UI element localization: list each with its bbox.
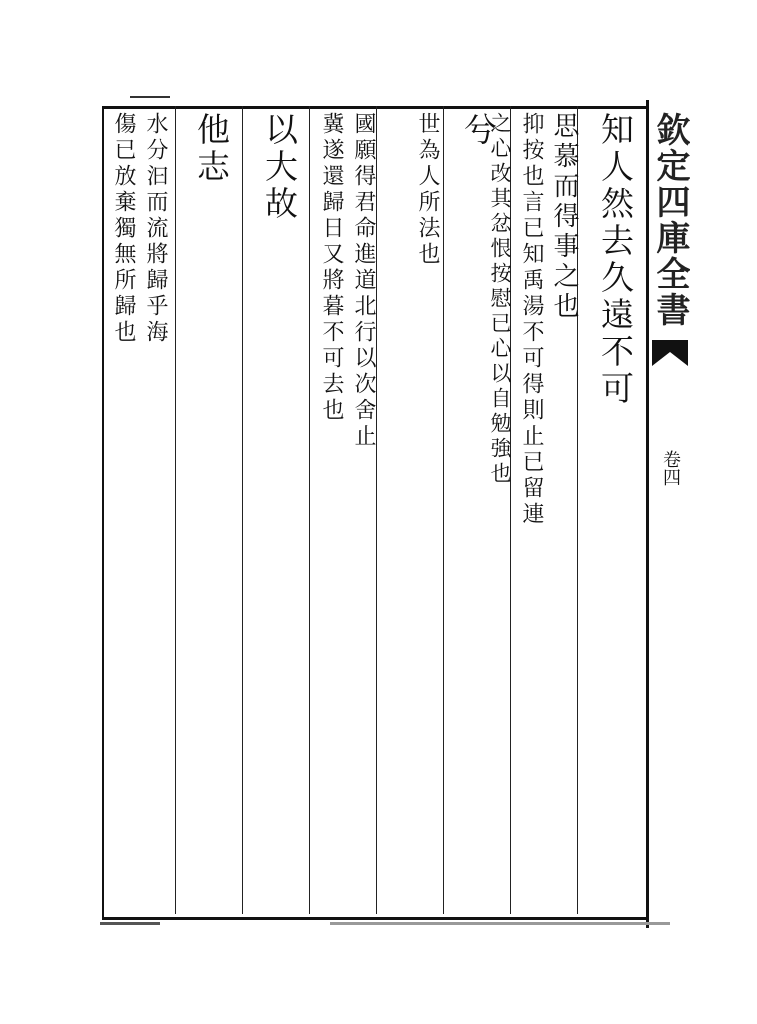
main-text: 世為人所法也 <box>415 112 440 268</box>
bottom-mark <box>330 922 670 925</box>
text-column-5 <box>449 112 507 910</box>
main-text: 知人然去久遠不可 <box>596 112 635 408</box>
text-column-10 <box>182 112 240 910</box>
bottom-mark <box>100 922 160 925</box>
column-rule <box>309 106 310 914</box>
main-text: 傷已放棄獨無所歸也 <box>111 112 136 346</box>
column-rule <box>443 106 444 914</box>
column-rule <box>242 106 243 914</box>
main-text: 以大故 <box>260 112 299 223</box>
main-text: 之心改其忿恨按慰已心以自勉強也 <box>488 112 512 487</box>
main-text: 兮 <box>459 112 498 149</box>
text-column-9 <box>250 112 308 910</box>
text-column-12 <box>108 112 138 910</box>
text-column-2 <box>546 112 582 910</box>
main-text: 思慕而得事之也 <box>549 112 579 322</box>
main-text: 他志 <box>192 112 231 186</box>
fish-tail-mark-icon <box>652 340 688 366</box>
main-text: 水分汩而流將歸乎海 <box>143 112 168 346</box>
top-ornament <box>130 96 170 98</box>
volume-label: 卷四 <box>660 450 681 486</box>
text-column-8 <box>316 112 346 910</box>
text-column-11 <box>140 112 170 910</box>
main-text: 抑按也言已知禹湯不可得則止已留連 <box>519 112 544 528</box>
text-column-7 <box>348 112 378 910</box>
main-text: 冀遂還歸日又將暮不可去也 <box>319 112 344 424</box>
text-column-6 <box>382 112 442 910</box>
main-text: 國願得君命進道北行以次舍止 <box>351 112 376 450</box>
column-rule <box>175 106 176 914</box>
book-title: 欽定四庫全書 <box>650 112 690 328</box>
text-column-3 <box>516 112 546 910</box>
text-column-1 <box>585 112 647 910</box>
